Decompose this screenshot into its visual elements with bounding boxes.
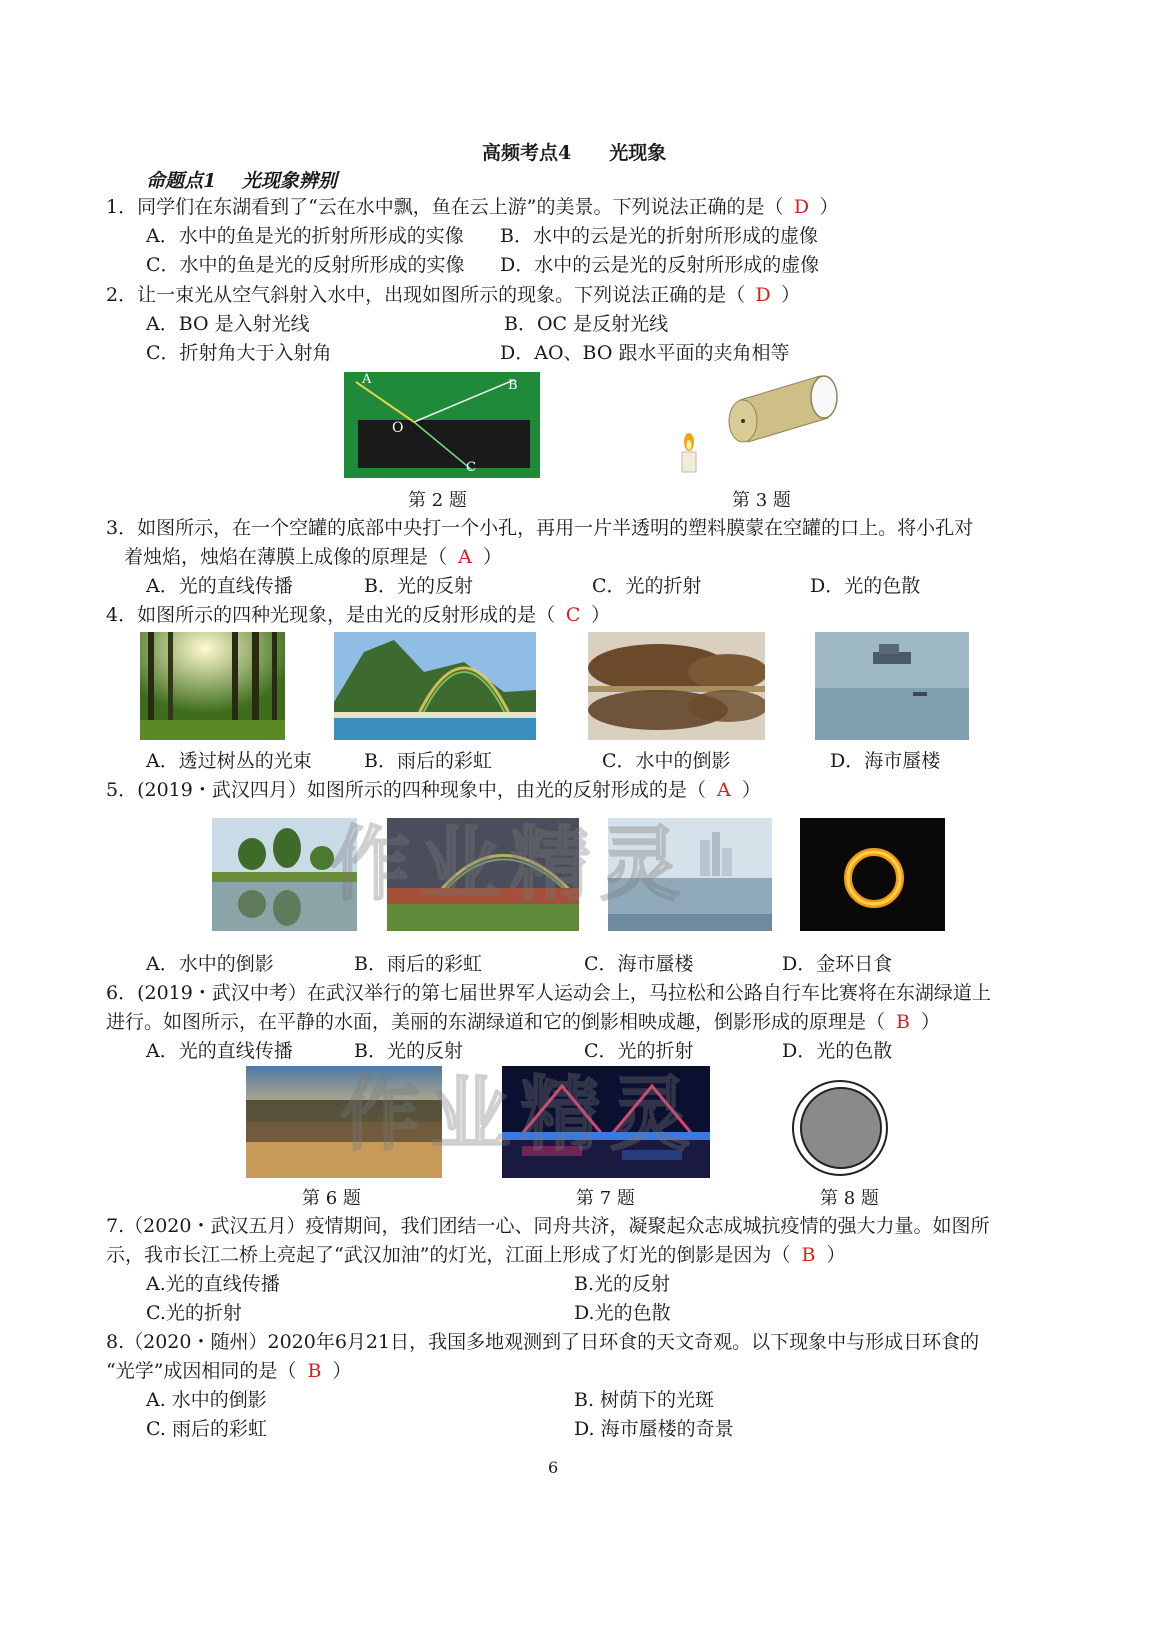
q3-option-a: A．光的直线传播 — [146, 575, 293, 597]
q5-stem: 5．(2019・武汉四月）如图所示的四种现象中，由光的反射形成的是（ A ） — [106, 779, 761, 801]
q5-option-b: B．雨后的彩虹 — [354, 953, 482, 975]
fig8-caption: 第 8 题 — [820, 1188, 879, 1209]
q2-answer: D — [755, 284, 771, 306]
q3-line2: 着烛焰，烛焰在薄膜上成像的原理是（ A ） — [124, 546, 503, 568]
q8-option-d: D. 海市蜃楼的奇景 — [574, 1418, 734, 1440]
q5-answer: A — [716, 779, 731, 801]
q6-option-a: A．光的直线传播 — [146, 1040, 293, 1062]
q8-option-a: A. 水中的倒影 — [146, 1389, 267, 1411]
q8-answer: B — [307, 1360, 322, 1382]
q7-option-a: A.光的直线传播 — [146, 1273, 280, 1295]
fig2-label-c: C — [466, 460, 476, 475]
rainbow-photo — [334, 632, 536, 740]
eclipse-diagram — [790, 1078, 890, 1178]
q8-line1: 8.（2020・随州）2020年6月21日，我国多地观测到了日环食的天文奇观。以下现象中与形成日环食的 — [106, 1331, 980, 1353]
q1-option-c: C．水中的鱼是光的反射所形成的实像 — [146, 254, 465, 276]
q7-option-c: C.光的折射 — [146, 1302, 242, 1324]
q5-option-a: A．水中的倒影 — [146, 953, 274, 975]
q3-line1: 3．如图所示，在一个空罐的底部中央打一个小孔，再用一片半透明的塑料膜蒙在空罐的口上。将小孔对 — [106, 517, 974, 539]
fig2-label-a: A — [362, 372, 372, 387]
q2-stem: 2．让一束光从空气斜射入水中，出现如图所示的现象。下列说法正确的是（ D ） — [106, 284, 801, 306]
q6-option-b: B．光的反射 — [354, 1040, 463, 1062]
q2-option-c: C．折射角大于入射角 — [146, 342, 332, 364]
q3-option-d: D．光的色散 — [810, 575, 921, 597]
q6-line1: 6．(2019・武汉中考）在武汉举行的第七届世界军人运动会上，马拉松和公路自行车比赛将在东湖绿道上 — [106, 982, 991, 1004]
q8-option-c: C. 雨后的彩虹 — [146, 1418, 267, 1440]
q8-line2: “光学”成因相同的是（ B ） — [106, 1360, 352, 1382]
refraction-figure — [344, 372, 540, 478]
q4-option-a: A．透过树丛的光束 — [146, 750, 312, 772]
q2-option-b: B．OC 是反射光线 — [504, 313, 669, 335]
q2-option-d: D．AO、BO 跟水平面的夹角相等 — [500, 342, 790, 364]
q4-stem: 4．如图所示的四种光现象，是由光的反射形成的是（ C ） — [106, 604, 611, 626]
pinhole-can-figure — [670, 370, 845, 476]
fig3-caption: 第 3 题 — [732, 490, 791, 511]
page-title: 高频考点4 光现象 — [482, 142, 667, 164]
q3-option-b: B．光的反射 — [364, 575, 473, 597]
q4-option-c: C．水中的倒影 — [602, 750, 731, 772]
annular-eclipse-photo — [800, 818, 945, 931]
reflection-trees-photo — [588, 632, 765, 740]
page-number: 6 — [548, 1458, 559, 1477]
q1-answer: D — [793, 196, 810, 218]
q1-option-a: A．水中的鱼是光的折射所形成的实像 — [146, 225, 464, 247]
q7-option-d: D.光的色散 — [574, 1302, 671, 1324]
q6-answer: B — [896, 1011, 910, 1033]
q1-option-d: D．水中的云是光的反射所形成的虚像 — [500, 254, 820, 276]
q5-option-d: D．金环日食 — [782, 953, 893, 975]
q6-option-d: D．光的色散 — [782, 1040, 893, 1062]
q4-option-b: B．雨后的彩虹 — [364, 750, 492, 772]
q6-option-c: C．光的折射 — [584, 1040, 694, 1062]
q3-answer: A — [458, 546, 472, 568]
fig6-caption: 第 6 题 — [302, 1188, 361, 1209]
q7-line1: 7.（2020・武汉五月）疫情期间，我们团结一心、同舟共济，凝聚起众志成城抗疫情的强大力量。如图所 — [106, 1215, 990, 1237]
q5-option-c: C．海市蜃楼 — [584, 953, 694, 975]
fig2-label-b: B — [508, 378, 518, 393]
fig7-caption: 第 7 题 — [576, 1188, 635, 1209]
forest-light-photo — [140, 632, 285, 740]
q1-stem: 1．同学们在东湖看到了“云在水中飘，鱼在云上游”的美景。下列说法正确的是（ D ） — [106, 196, 839, 218]
q4-answer: C — [565, 604, 581, 626]
q2-option-a: A．BO 是入射光线 — [146, 313, 310, 335]
q1-option-b: B．水中的云是光的折射所形成的虚像 — [500, 225, 818, 247]
watermark-2: 作业精灵 — [340, 1068, 700, 1161]
fig2-caption: 第 2 题 — [408, 490, 467, 511]
mirage-sea-photo — [815, 632, 969, 740]
q8-option-b: B. 树荫下的光斑 — [574, 1389, 715, 1411]
q4-option-d: D．海市蜃楼 — [830, 750, 941, 772]
q6-line2: 进行。如图所示，在平静的水面，美丽的东湖绿道和它的倒影相映成趣，倒影形成的原理是（ B ） — [106, 1011, 941, 1033]
q3-option-c: C．光的折射 — [592, 575, 702, 597]
watermark-1: 作业精灵 — [330, 818, 690, 911]
q7-answer: B — [801, 1244, 816, 1266]
section-title: 命题点1 光现象辨别 — [146, 170, 337, 192]
q7-line2: 示，我市长江二桥上亮起了“武汉加油”的灯光，江面上形成了灯光的倒影是因为（ B ） — [106, 1244, 846, 1266]
fig2-label-o: O — [392, 420, 404, 436]
q7-option-b: B.光的反射 — [574, 1273, 671, 1295]
